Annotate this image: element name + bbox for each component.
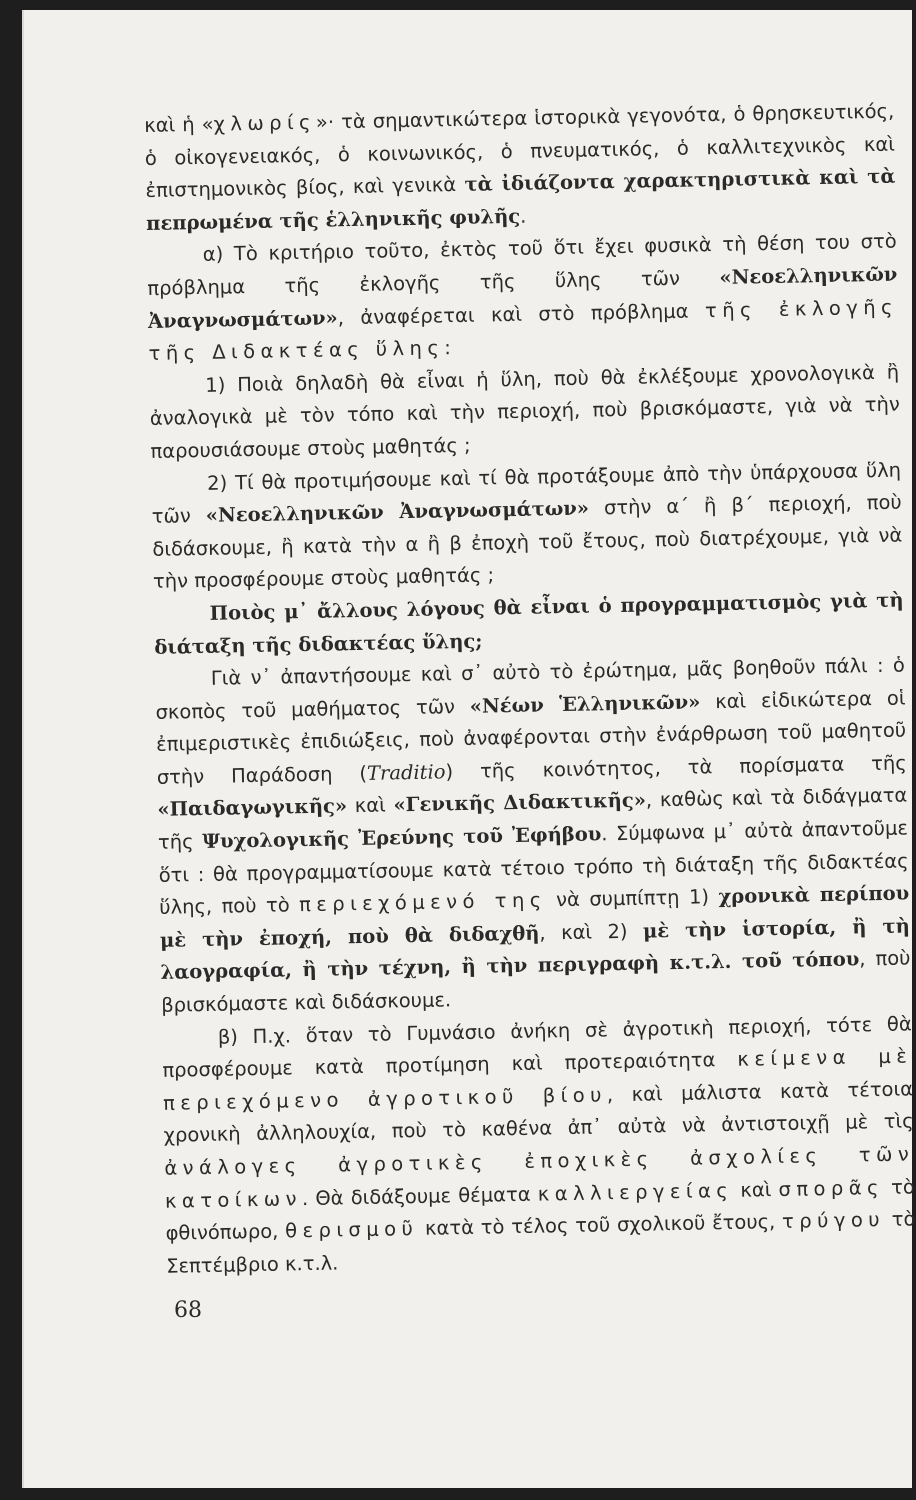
text-run: Γιὰ ν᾽ ἀπαντήσουμε καὶ σ᾽ αὐτὸ τὸ ἐρώτημα, μᾶς βοηθοῦν πάλι : ὁ σκοπὸς τοῦ μαθήματος τῶν	[155, 653, 906, 724]
paragraph-question-1	[149, 356, 901, 468]
bold-text: Ποιὸς μ᾽ ἄλλους λόγους θὰ εἶναι ὁ προγραμματισμὸς γιὰ τὴ διάταξη τῆς διδακτέας ὕλης;	[154, 588, 904, 659]
bold-text: Ψυχολογικῆς Ἐρεύνης τοῦ Ἐφήβου	[201, 822, 602, 854]
paragraph-a	[147, 226, 899, 371]
text-run: . Θὰ διδάξουμε θέματα	[301, 1182, 538, 1210]
text-run: καὶ	[732, 1177, 779, 1202]
book-page	[22, 10, 916, 1488]
body-text	[144, 96, 916, 1284]
spaced-text: χλωρίς	[213, 110, 317, 136]
paragraph-b	[162, 1008, 916, 1283]
text-run: , καθὼς καὶ τὰ διδάγματα τῆς	[157, 783, 908, 854]
bold-text: «Νέων Ἑλληνικῶν»	[469, 690, 701, 718]
text-run: , καὶ 2)	[539, 919, 644, 945]
bold-text: «Γενικῆς Διδακτικῆς»	[393, 788, 647, 817]
text-run: , ποὺ βρισκόμαστε καὶ διδάσκουμε.	[160, 946, 911, 1017]
text-run: :	[444, 336, 452, 360]
text-run: τὸ Σεπτέμβριο κ.τ.λ.	[165, 1207, 916, 1278]
bold-text: «Νεοελληνικῶν Ἀναγνωσμάτων»	[147, 262, 898, 333]
text-run: β) Π.χ. ὅταν τὸ Γυμνάσιο ἀνήκη σὲ ἀγροτικὴ περιοχή, τότε θὰ προσφέρουμε κατὰ προτίμηση καὶ προτεραιότητα	[162, 1012, 912, 1083]
text-run: .	[519, 204, 527, 228]
spaced-text: καλλιεργείας	[537, 1178, 734, 1206]
text-run: 1) Ποιὰ δηλαδὴ θὰ εἶναι ἡ ὕλη, ποὺ θὰ ἐκλέξουμε χρονολογικὰ ἢ ἀναλογικὰ μὲ τὸν τόπο καὶ τὴν περιοχή, ποὺ βρισκόμαστε, γιὰ νὰ τὴν παρουσιάσουμε στοὺς μαθητάς ;	[149, 360, 901, 463]
paragraph-question-2	[151, 454, 903, 599]
text-run: κατὰ τὸ τέλος τοῦ σχολικοῦ ἔτους,	[418, 1210, 783, 1241]
text-run: 2) Τί θὰ προτιμήσουμε καὶ τί θὰ προτάξουμε ἀπὸ τὴν ὑπάρχουσα ὕλη τῶν	[151, 458, 902, 529]
text-run: , ἀναφέρεται καὶ στὸ πρόβλημα	[337, 298, 706, 329]
bold-text: «Νεοελληνικῶν Ἀναγνωσμάτων»	[205, 496, 590, 528]
text-run: τὸ φθινόπωρο,	[165, 1174, 916, 1245]
text-run: ) τῆς κοινότητος, τὰ πορίσματα τῆς	[445, 751, 907, 784]
spaced-text: ἀνάλογες ἀγροτικὲς ἐποχικὲς ἀσχολίες τῶν κατοίκων	[164, 1142, 915, 1213]
bold-text: τὰ ἰδιάζοντα χαρακτηριστικὰ καὶ τὰ πεπρωμένα τῆς ἑλληνικῆς φυλῆς	[145, 164, 896, 235]
spaced-text: σπορᾶς	[778, 1175, 885, 1201]
text-run: »· τὰ σημαντικώτερα ἱστορικὰ γεγονότα, ὁ θρησκευτικός, ὁ οἰκογενειακός, ὁ κοινωνικός, ὁ πνευματικός, ὁ καλλιτεχνικὸς καὶ ἐπιστημονικὸς βίος, καὶ γενικὰ	[144, 99, 896, 203]
text-run: α) Τὸ κριτήριο τοῦτο, ἐκτὸς τοῦ ὅτι ἔχει φυσικὰ τὴ θέση του στὸ πρόβλημα τῆς ἐκλογῆς τῆς ὕλης τῶν	[147, 229, 897, 300]
spaced-text: τῆς ἐκλογῆς τῆς Διδακτέας ὕλης	[148, 295, 899, 366]
spaced-text: περιεχόμενό της	[298, 888, 547, 917]
italic-text: Traditio	[366, 760, 446, 785]
spaced-text: κείμενα μὲ περιεχόμενο ἀγροτικοῦ βίου	[162, 1044, 913, 1115]
paragraph-continuation	[144, 96, 896, 241]
bold-text: «Παιδαγωγικῆς»	[157, 794, 348, 822]
spaced-text: θερισμοῦ	[284, 1217, 419, 1243]
text-run: νὰ συμπίπτῃ 1)	[546, 885, 719, 912]
text-run: , καὶ μάλιστα κατὰ τέτοια χρονικὴ ἀλληλουχία, ποὺ τὸ καθένα ἀπ᾽ αὐτὰ νὰ ἀντιστοιχῇ μὲ τὶς	[163, 1077, 914, 1148]
bold-text: μὲ τὴν ἱστορία, ἢ τὴ λαογραφία, ἢ τὴν τέχνη, ἢ τὴν περιγραφὴ κ.τ.λ. τοῦ τόπου	[160, 914, 911, 985]
bold-text: χρονικὰ περίπου μὲ τὴν ἐποχή, ποὺ θὰ διδαχθῆ	[159, 881, 910, 952]
text-run: καὶ	[346, 793, 394, 818]
paragraph-answer	[155, 650, 912, 1023]
page-number: 68	[174, 1298, 202, 1323]
text-run: καὶ εἰδικώτερα οἱ ἐπιμεριστικὲς ἐπιδιώξεις, ποὺ ἀναφέρονται στὴν ἐνάρθρωση τοῦ μαθητοῦ στὴν Παράδοση (	[155, 686, 907, 789]
text-run: . Σύμφωνα μ᾽ αὐτὰ ἀπαντοῦμε ὅτι : θὰ προγραμματίσουμε κατὰ τέτοιο τρόπο τὴ διάταξη τῆς διδακτέας ὕλης, ποὺ τὸ	[158, 816, 909, 920]
text-run: στὴν α΄ ἢ β΄ περιοχή, ποὺ διδάσκουμε, ἢ κατὰ τὴν α ἢ β ἐποχὴ τοῦ ἔτους, ποὺ διατρέχουμε, γιὰ νὰ τὴν προσφέρουμε στοὺς μαθητάς ;	[152, 490, 903, 594]
text-run: καὶ ἡ «	[144, 112, 214, 137]
spaced-text: τρύγου	[781, 1208, 886, 1234]
